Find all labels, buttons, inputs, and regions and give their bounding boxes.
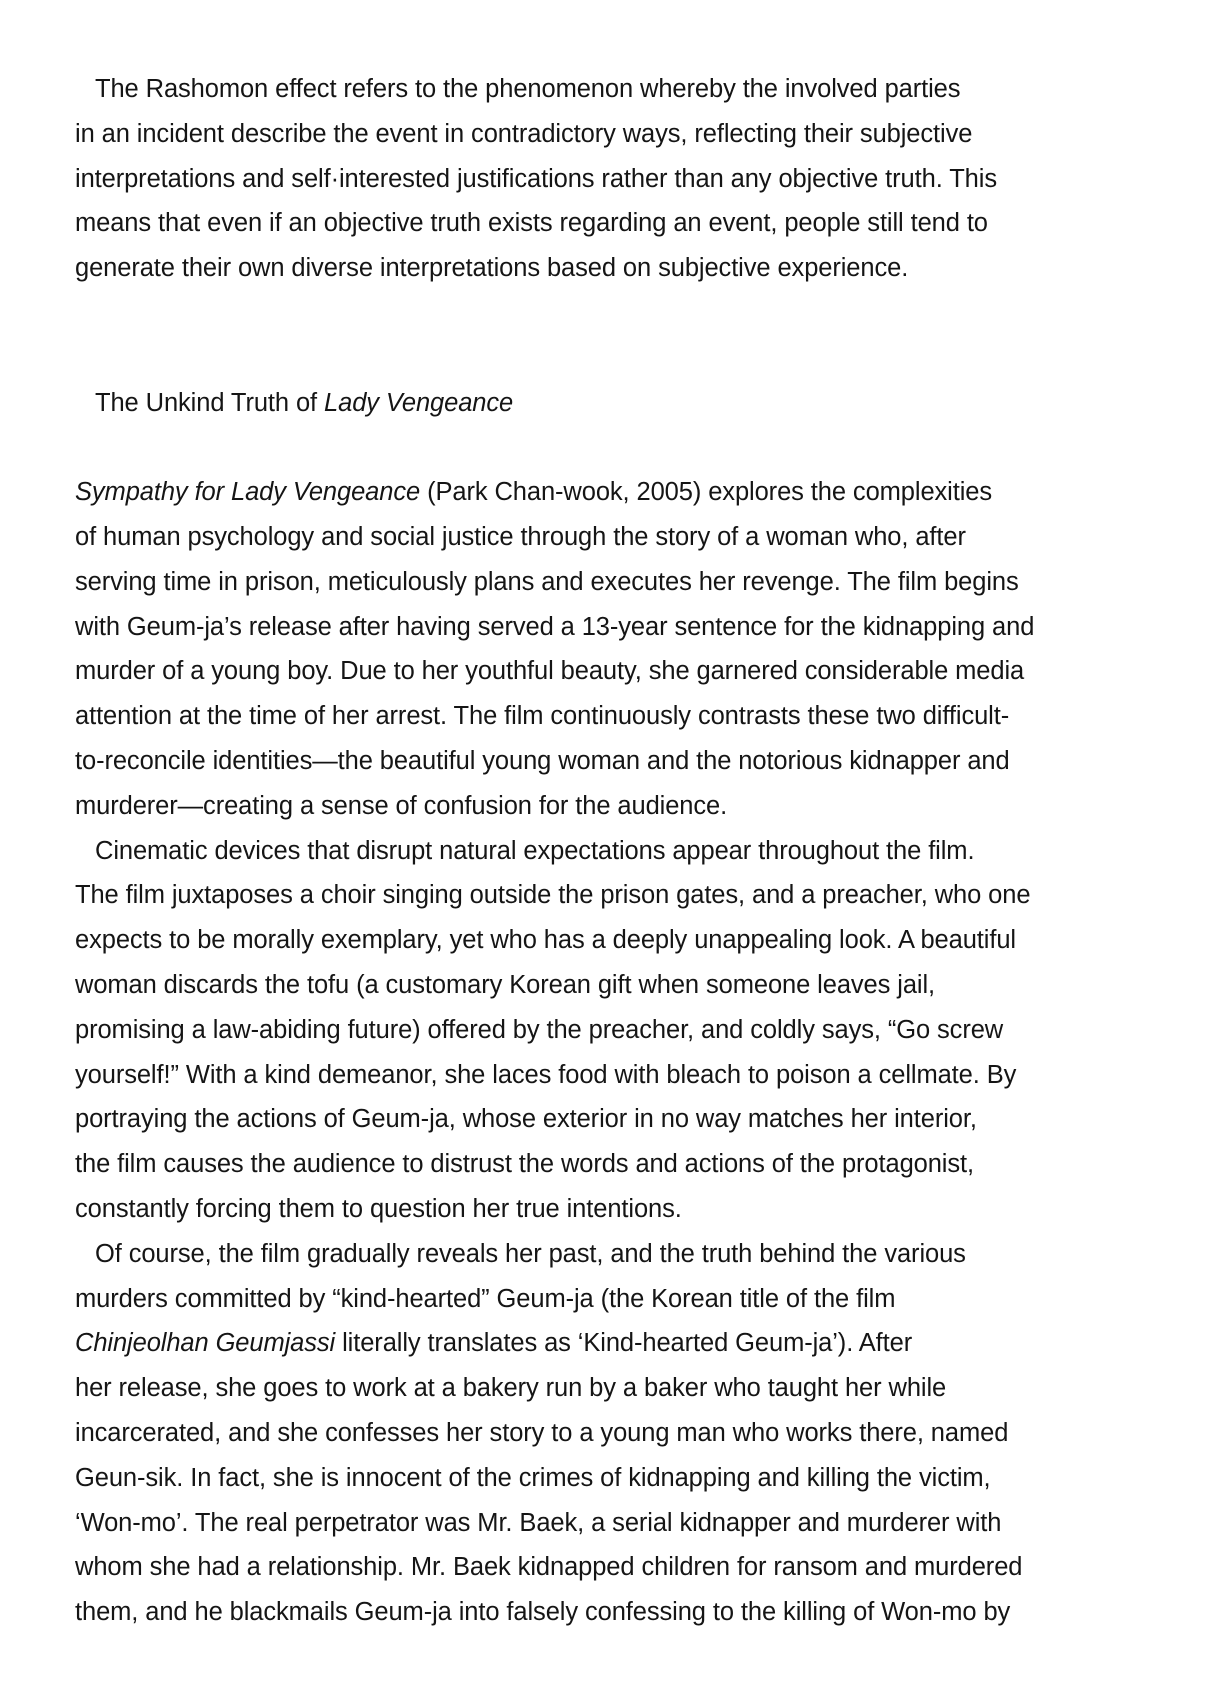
text-line: whom she had a relationship. Mr. Baek kidnapped children for ransom and murdered (75, 1553, 1023, 1582)
text-line: The Rashomon effect refers to the phenomenon whereby the involved parties (95, 75, 961, 103)
text-line: interpretations and self·interested justifications rather than any objective truth. This (75, 164, 997, 193)
text-segment: literally translates as ‘Kind-hearted Geum-ja’). After (335, 1329, 913, 1358)
paragraph-rashomon-effect (75, 67, 1155, 291)
text-line: ‘Won-mo’. The real perpetrator was Mr. Baek, a serial kidnapper and murderer with (75, 1508, 1002, 1537)
text-segment: (Park Chan-wook, 2005) explores the complexities (420, 478, 993, 507)
text-line: expects to be morally exemplary, yet who has a deeply unappealing look. A beautiful (75, 926, 1016, 955)
text-line: woman discards the tofu (a customary Korean gift when someone leaves jail, (75, 970, 936, 999)
text-line: murderer—creating a sense of confusion for the audience. (75, 791, 728, 820)
text-line: murders committed by “kind-hearted” Geum-ja (the Korean title of the film (75, 1284, 896, 1313)
text-line: murder of a young boy. Due to her youthful beauty, she garnered considerable media (75, 657, 1025, 686)
text-line: promising a law-abiding future) offered by the preacher, and coldly says, “Go screw (75, 1015, 1004, 1044)
text-line: Geun-sik. In fact, she is innocent of the crimes of kidnapping and killing the victim, (75, 1463, 991, 1492)
film-title-italic: Sympathy for Lady Vengeance (75, 478, 421, 507)
korean-title-italic: Chinjeolhan Geumjassi (75, 1329, 336, 1358)
text-line: Cinematic devices that disrupt natural expectations appear throughout the film. (95, 836, 975, 865)
text-column (75, 67, 1155, 1635)
text-line (75, 1321, 1155, 1366)
text-line (75, 470, 1155, 515)
text-line: serving time in prison, meticulously plans and executes her revenge. The film begins (75, 567, 1019, 596)
paragraph-truth-revealed (75, 1232, 1155, 1635)
heading-text: The Unkind Truth of (95, 388, 325, 417)
text-line: to-reconcile identities—the beautiful young woman and the notorious kidnapper and (75, 746, 1010, 775)
text-line: portraying the actions of Geum-ja, whose exterior in no way matches her interior, (75, 1105, 977, 1134)
text-line: incarcerated, and she confesses her story to a young man who works there, named (75, 1418, 1009, 1447)
heading-film-title-italic: Lady Vengeance (324, 388, 514, 417)
text-line: The film juxtaposes a choir singing outside the prison gates, and a preacher, who one (75, 881, 1031, 910)
text-line: with Geum-ja’s release after having served a 13-year sentence for the kidnapping and (75, 612, 1035, 641)
text-line: in an incident describe the event in contradictory ways, reflecting their subjective (75, 119, 973, 148)
text-line: yourself!” With a kind demeanor, she laces food with bleach to poison a cellmate. By (75, 1060, 1017, 1089)
text-line: constantly forcing them to question her true intentions. (75, 1194, 682, 1223)
section-heading-block (75, 381, 1155, 426)
paragraph-film-introduction (75, 470, 1155, 828)
text-line: them, and he blackmails Geum-ja into falsely confessing to the killing of Won-mo by (75, 1598, 1011, 1627)
text-line: generate their own diverse interpretations based on subjective experience. (75, 254, 909, 283)
paragraph-cinematic-devices (75, 829, 1155, 1232)
text-line: the film causes the audience to distrust the words and actions of the protagonist, (75, 1150, 974, 1179)
text-line: attention at the time of her arrest. The film continuously contrasts these two difficult- (75, 702, 1010, 731)
text-line: Of course, the film gradually reveals her past, and the truth behind the various (95, 1239, 966, 1268)
text-line: her release, she goes to work at a bakery run by a baker who taught her while (75, 1374, 947, 1403)
text-line: means that even if an objective truth exists regarding an event, people still tend to (75, 209, 988, 238)
section-heading (75, 381, 1155, 426)
text-line: of human psychology and social justice through the story of a woman who, after (75, 522, 966, 551)
